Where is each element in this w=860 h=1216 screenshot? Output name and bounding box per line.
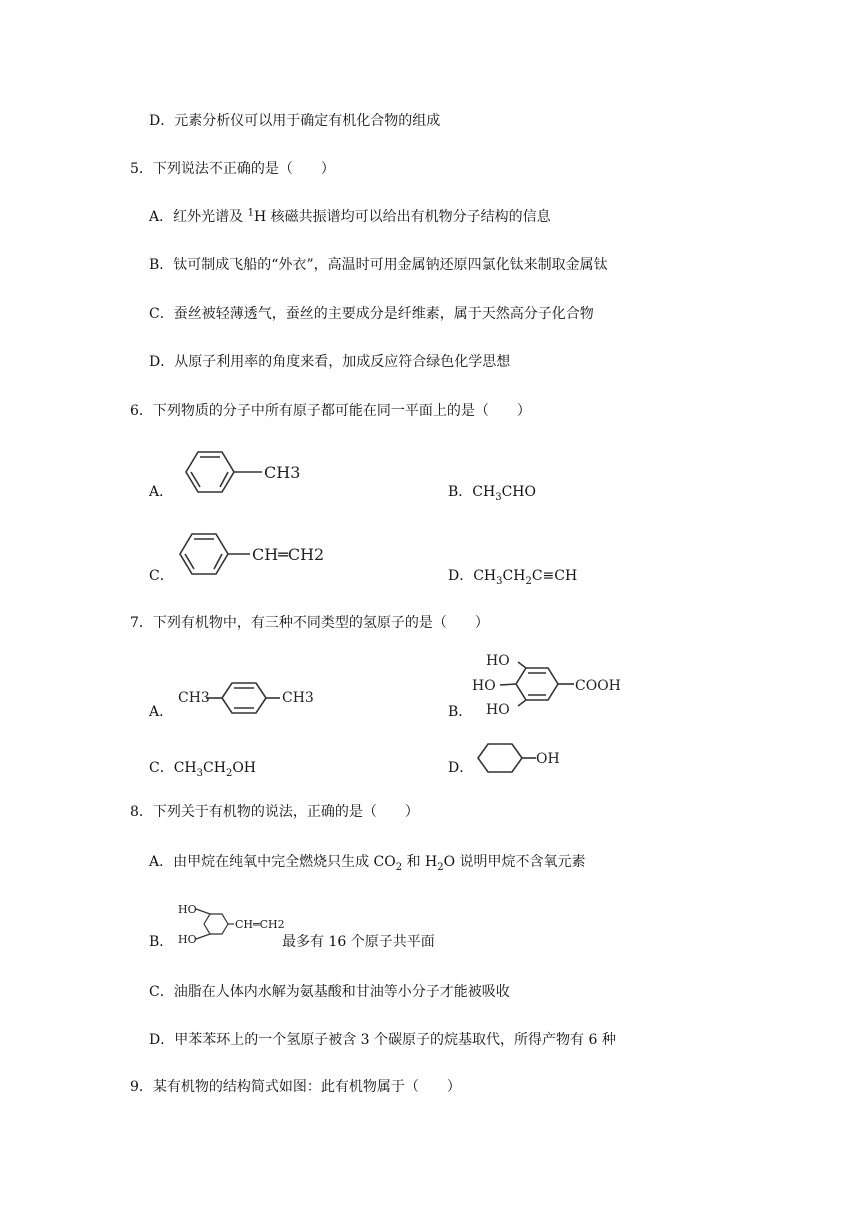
q6-b-pre: B．CH [448, 484, 496, 500]
q5-option-d: D．从原子利用率的角度来看，加成反应符合绿色化学思想 [149, 354, 511, 370]
q6-d-pre: D．CH [448, 568, 497, 584]
q7-a-p-xylene-structure [176, 680, 326, 720]
q7-c-pre: C．CH [149, 760, 197, 776]
q8-b-vinyl-label: CH═CH2 [235, 918, 285, 931]
q6-d-mid: CH [502, 568, 526, 584]
q6-a-label: A． [149, 484, 174, 500]
q7-d-cyclohexanol-structure [474, 742, 584, 776]
q6-d-sub2: 2 [525, 575, 532, 587]
q7-stem: 7．下列有机物中，有三种不同类型的氢原子的是（ ） [130, 615, 489, 631]
q5-a-pre: A．红外光谱及 [149, 209, 248, 225]
q9-stem: 9．某有机物的结构简式如图：此有机物属于（ ） [130, 1079, 461, 1095]
q5-option-c: C．蚕丝被轻薄透气，蚕丝的主要成分是纤维素，属于天然高分子化合物 [149, 306, 594, 322]
q6-a-ch3-label: CH3 [264, 463, 301, 482]
q8-a-sub2: 2 [437, 861, 444, 873]
q7-d-oh-label: OH [536, 751, 560, 767]
q8-a-pre: A．由甲烷在纯氧中完全燃烧只生成 CO [149, 854, 396, 870]
q6-b-post: CHO [501, 484, 536, 500]
q8-a-sub1: 2 [395, 861, 403, 873]
q7-c-mid: CH [203, 760, 226, 776]
q5-stem: 5．下列说法不正确的是（ ） [130, 161, 335, 177]
q4-option-d: D．元素分析仪可以用于确定有机化合物的组成 [149, 113, 441, 129]
q7-b-cooh-label: COOH [575, 678, 621, 694]
q8-stem: 8．下列关于有机物的说法，正确的是（ ） [130, 804, 419, 820]
q7-d-label: D． [448, 760, 474, 776]
q8-option-c: C．油脂在人体内水解为氨基酸和甘油等小分子才能被吸收 [149, 984, 510, 1000]
q6-option-d [448, 566, 577, 586]
q5-a-sup: 1 [247, 207, 254, 219]
q6-d-sub1: 3 [496, 575, 503, 587]
q6-stem: 6．下列物质的分子中所有原子都可能在同一平面上的是（ ） [130, 403, 531, 419]
q6-option-b [448, 482, 536, 502]
q6-b-sub: 3 [495, 491, 502, 503]
q8-option-a [149, 852, 586, 872]
q5-option-a [149, 207, 551, 227]
q8-option-d: D．甲苯苯环上的一个氢原子被含 3 个碳原子的烷基取代，所得产物有 6 种 [149, 1032, 616, 1048]
q7-b-ho-top: HO [486, 653, 510, 669]
q7-a-right-ch3: CH3 [282, 690, 314, 706]
q5-option-b: B．钛可制成飞船的“外衣”，高温时可用金属钠还原四氯化钛来制取金属钛 [149, 257, 608, 273]
q8-b-text: 最多有 16 个原子共平面 [282, 934, 435, 950]
q5-a-post: H 核磁共振谱均可以给出有机物分子结构的信息 [253, 209, 551, 225]
q6-c-label: C． [149, 568, 174, 584]
q7-a-left-ch3: CH3 [178, 690, 210, 706]
q8-a-post: O 说明甲烷不含氧元素 [443, 854, 586, 870]
q8-b-ho-bottom: HO [178, 933, 197, 946]
q6-c-styrene-structure [176, 530, 356, 580]
q7-b-gallic-acid-structure [470, 650, 630, 720]
q7-a-label: A． [149, 704, 174, 720]
q6-a-toluene-structure [176, 448, 316, 498]
q8-b-catechol-vinyl-structure [176, 900, 285, 948]
q8-b-ho-top: HO [178, 903, 197, 916]
q7-option-c [149, 758, 256, 778]
q7-c-sub2: 2 [225, 767, 233, 779]
q7-b-label: B． [448, 704, 473, 720]
q7-c-sub1: 3 [196, 767, 204, 779]
q6-c-vinyl-label: CH═CH2 [252, 545, 325, 564]
q7-c-post: OH [232, 760, 256, 776]
q8-a-mid: 和 H [402, 854, 438, 870]
q6-d-post: C≡CH [531, 568, 578, 584]
q7-b-ho-mid: HO [472, 678, 496, 694]
q7-b-ho-bottom: HO [486, 702, 510, 718]
q8-b-label: B． [149, 934, 174, 950]
